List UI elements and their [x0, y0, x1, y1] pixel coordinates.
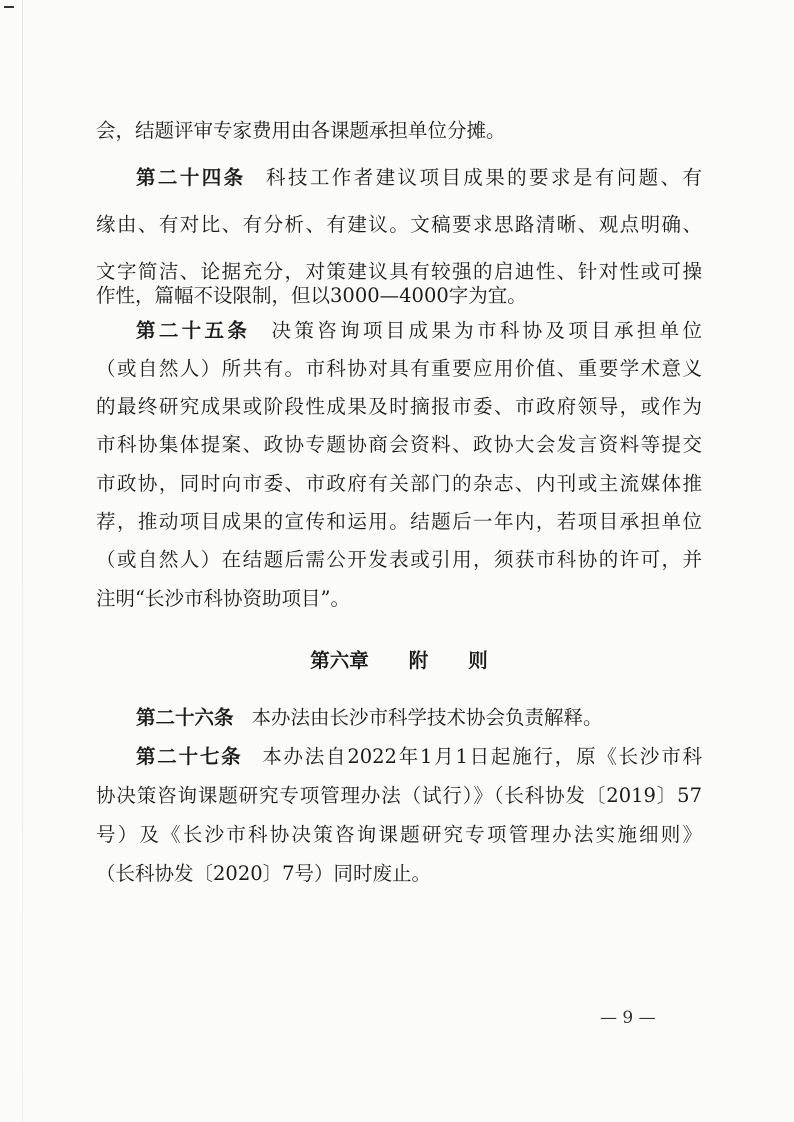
article-27-line-3: [96, 820, 702, 850]
article-25-line-7: [96, 545, 702, 575]
article-24-line-1: [96, 163, 702, 193]
chapter-heading: [96, 646, 702, 676]
article-25-line-4: [96, 430, 702, 460]
article-27-line-1: [96, 742, 702, 772]
text-line: 文字简洁、论据充分，对策建议具有较强的启迪性、针对性或可操: [96, 260, 702, 283]
article-25-line-5: [96, 469, 702, 499]
text-line: （长科协发〔2020〕7号）同时废止。: [96, 862, 432, 885]
text-line: 注明“长沙市科协资助项目”。: [96, 587, 350, 610]
paragraph-continuation: [96, 116, 702, 146]
article-25-line-6: [96, 507, 702, 537]
article-26-line-1: [96, 703, 702, 733]
scan-corner-mark: [4, 6, 14, 8]
chapter-title-part-1: 附: [408, 649, 429, 672]
text-line: 本办法由长沙市科学技术协会负责解释。: [251, 706, 603, 729]
article-27-line-2: [96, 781, 702, 811]
text-line: （或自然人）所共有。市科协对具有重要应用价值、重要学术意义: [96, 357, 702, 380]
text-line: 号）及《长沙市科协决策咨询课题研究专项管理办法实施细则》: [96, 823, 702, 846]
text-line: 荐，推动项目成果的宣传和运用。结题后一年内，若项目承担单位: [96, 510, 702, 533]
chapter-title-part-2: 则: [468, 649, 488, 672]
article-24-heading: 第二十四条: [136, 166, 246, 189]
text-line: 协决策咨询课题研究专项管理办法（试行）》（长科协发〔2019〕57: [96, 784, 702, 807]
text-line: 的最终研究成果或阶段性成果及时摘报市委、市政府领导，或作为: [96, 395, 702, 418]
article-24-line-4: [96, 281, 702, 311]
article-26-heading: 第二十六条: [136, 706, 234, 729]
article-27-line-4: [96, 859, 702, 889]
chapter-number: 第六章: [310, 649, 369, 672]
article-27-heading: 第二十七条: [136, 745, 243, 768]
article-25-line-1: [96, 316, 702, 346]
text-line: 市科协集体提案、政协专题协商会资料、政协大会发言资料等提交: [96, 433, 702, 456]
text-line: 决策咨询项目成果为市科协及项目承担单位: [268, 319, 702, 342]
text-line: 科技工作者建议项目成果的要求是有问题、有: [263, 166, 702, 189]
article-25-line-2: [96, 354, 702, 384]
text-line: （或自然人）在结题后需公开发表或引用，须获市科协的许可，并: [96, 548, 702, 571]
page-number: — 9 —: [600, 1008, 656, 1028]
article-25-line-8: [96, 584, 702, 614]
text-line: 会，结题评审专家费用由各课题承担单位分摊。: [96, 119, 506, 142]
article-25-line-3: [96, 392, 702, 422]
scan-edge-line: [22, 0, 23, 1122]
text-line: 作性，篇幅不设限制，但以3000—4000字为宜。: [96, 284, 527, 307]
text-line: 市政协，同时向市委、市政府有关部门的杂志、内刊或主流媒体推: [96, 472, 702, 495]
article-24-line-2: [96, 210, 702, 240]
text-line: 本办法自2022年1月1日起施行，原《长沙市科: [260, 745, 702, 768]
text-line: 缘由、有对比、有分析、有建议。文稿要求思路清晰、观点明确、: [96, 213, 702, 236]
article-25-heading: 第二十五条: [136, 319, 251, 342]
